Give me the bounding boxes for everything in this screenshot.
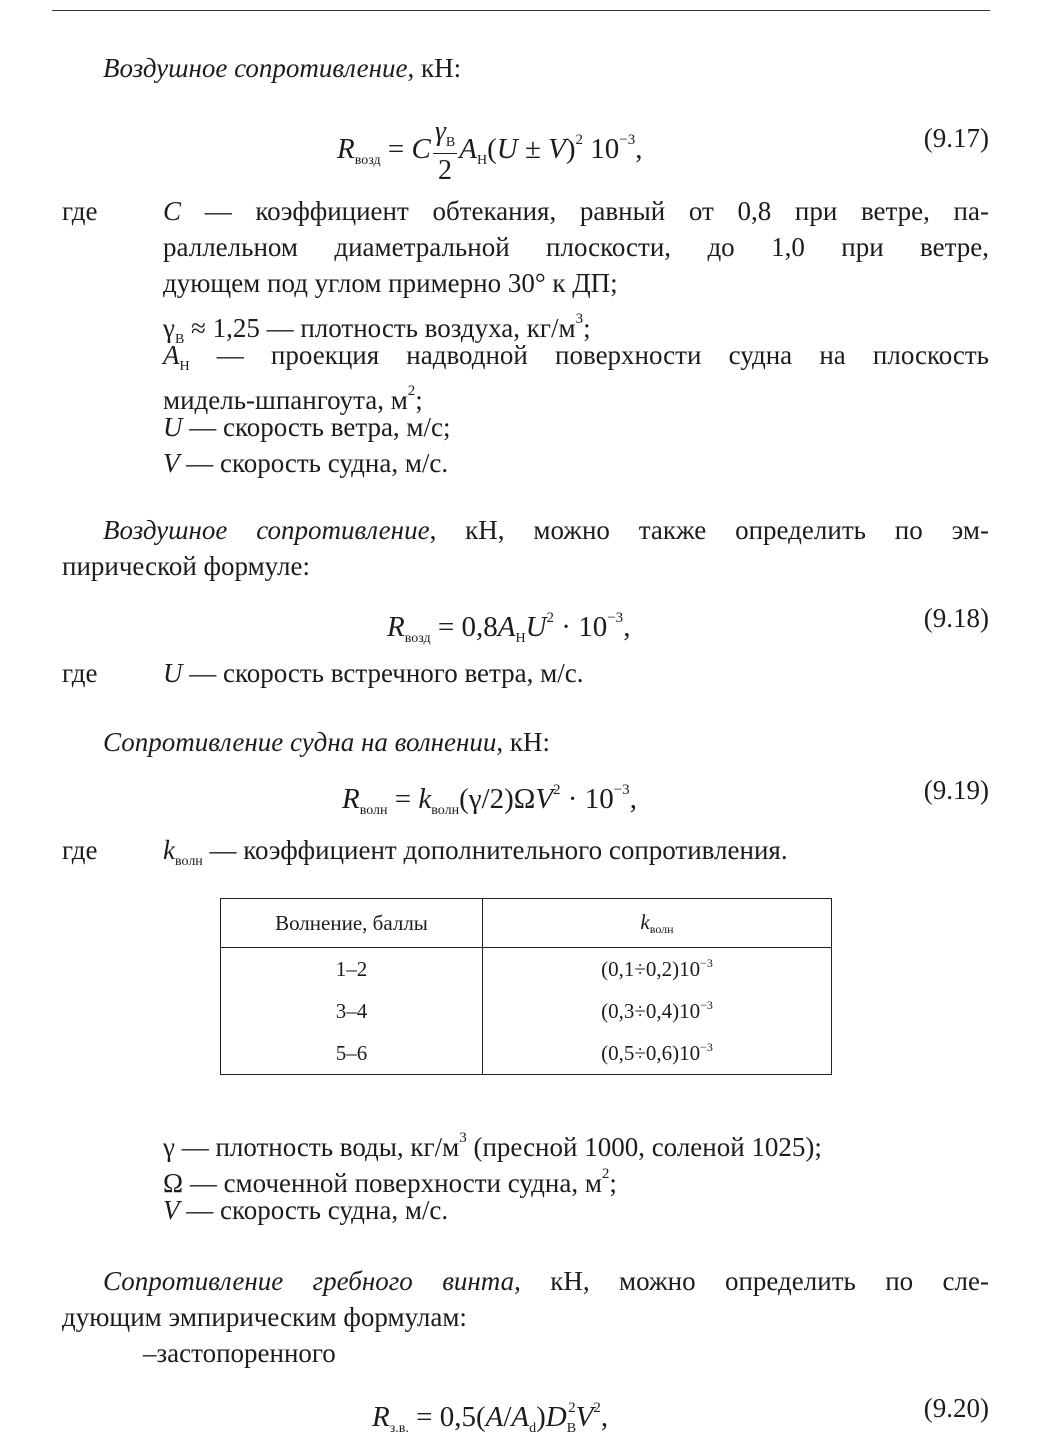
formula-number-9-17: (9.17) <box>923 123 989 153</box>
header-rule <box>52 10 990 11</box>
c-description-line3: дующем под углом примерно 30° к ДП; <box>163 268 618 298</box>
table-row <box>221 990 832 1032</box>
table-row <box>221 1032 832 1075</box>
a-description-line2: мидель-шпангоута, $м^2$; <box>163 383 423 415</box>
s2-heading: Воздушное сопротивление, кН, можно также определить по эм- <box>103 515 990 545</box>
list-item-stopped: –застопоренного <box>143 1338 336 1368</box>
s5-heading: Сопротивление гребного винта, кН, можно определить по сле- <box>103 1266 989 1296</box>
s1-heading: Воздушное сопротивление, кН: <box>103 53 462 83</box>
s2-heading-line2: пирической формуле: <box>62 551 310 581</box>
c-description-line2: раллельном диаметральной плоскости, до 1,0 при ветре, <box>163 232 989 262</box>
v-ship-description: V — скорость судна, м/с. <box>163 1195 449 1225</box>
a-description-line1: $A_Н$ — проекция надводной поверхности судна на плоскость <box>163 340 989 374</box>
fraction-gamma-over-2: $\frac{\gamma_В}{2}$ <box>434 116 456 186</box>
table-cell-waves: 5–6 <box>221 1032 483 1075</box>
formula-9-17: $R_{возд} = C$ $\frac{\gamma_В}{2}$ $A_Н(U \pm V)^2$ $10^{-3}$, <box>337 116 643 186</box>
table-header-waves: Волнение, баллы <box>221 899 483 948</box>
formula-number-9-19: (9.19) <box>923 775 989 805</box>
formula-number-9-18: (9.18) <box>923 603 989 633</box>
table-cell-k: $(0,5\div 0,6)10^{-3}$ <box>601 1040 713 1065</box>
u-description: U — скорость ветра, м/с; <box>163 412 451 442</box>
wave-coefficient-table <box>220 898 832 1075</box>
table-row <box>221 948 832 991</box>
gamma-air-description: $\gamma_В \approx 1,25$ — плотность воздуха, $кг/м^3$; <box>163 311 591 347</box>
table-header-row <box>221 899 832 948</box>
s2-where: где <box>62 658 98 688</box>
k-description: $k_{волн}$ — коэффициент дополнительного сопротивления. <box>163 835 788 869</box>
s3-heading: Сопротивление судна на волнении, кН: <box>103 727 550 757</box>
omega-description: Ω — смоченной поверхности судна, $м^2$; <box>163 1166 617 1198</box>
table-cell-waves: 1–2 <box>221 948 483 991</box>
table-cell-k: $(0,1\div 0,2)10^{-3}$ <box>601 956 713 981</box>
c-description-line1: C — коэффициент обтекания, равный от 0,8 при ветре, па- <box>163 196 989 226</box>
table-cell-waves: 3–4 <box>221 990 483 1032</box>
s1-where: где <box>62 196 98 226</box>
formula-9-20: $R_{з.в.} = 0,5(A/A_d)D_В^2V^2$, <box>372 1400 609 1436</box>
table-cell-k: $(0,3\div 0,4)10^{-3}$ <box>601 998 713 1023</box>
s5-heading-line2: дующим эмпирическим формулам: <box>62 1302 467 1332</box>
v-description: V — скорость судна, м/с. <box>163 448 449 478</box>
formula-number-9-20: (9.20) <box>923 1393 989 1423</box>
formula-9-19: $R_{волн} = k_{волн}(\gamma/2)\Omega V^2 \cdot 10^{-3}$, <box>342 782 637 818</box>
s3-where: где <box>62 835 98 865</box>
table-header-k: $k_{волн}$ <box>483 899 832 948</box>
gamma-water-description: γ — плотность воды, $кг/м^3$ (пресной 1000, соленой 1025); <box>163 1130 822 1162</box>
formula-9-18: $R_{возд} = 0,8A_НU^2 \cdot 10^{-3}$, <box>387 610 631 646</box>
u-headwind-description: U — скорость встречного ветра, м/с. <box>163 658 584 688</box>
